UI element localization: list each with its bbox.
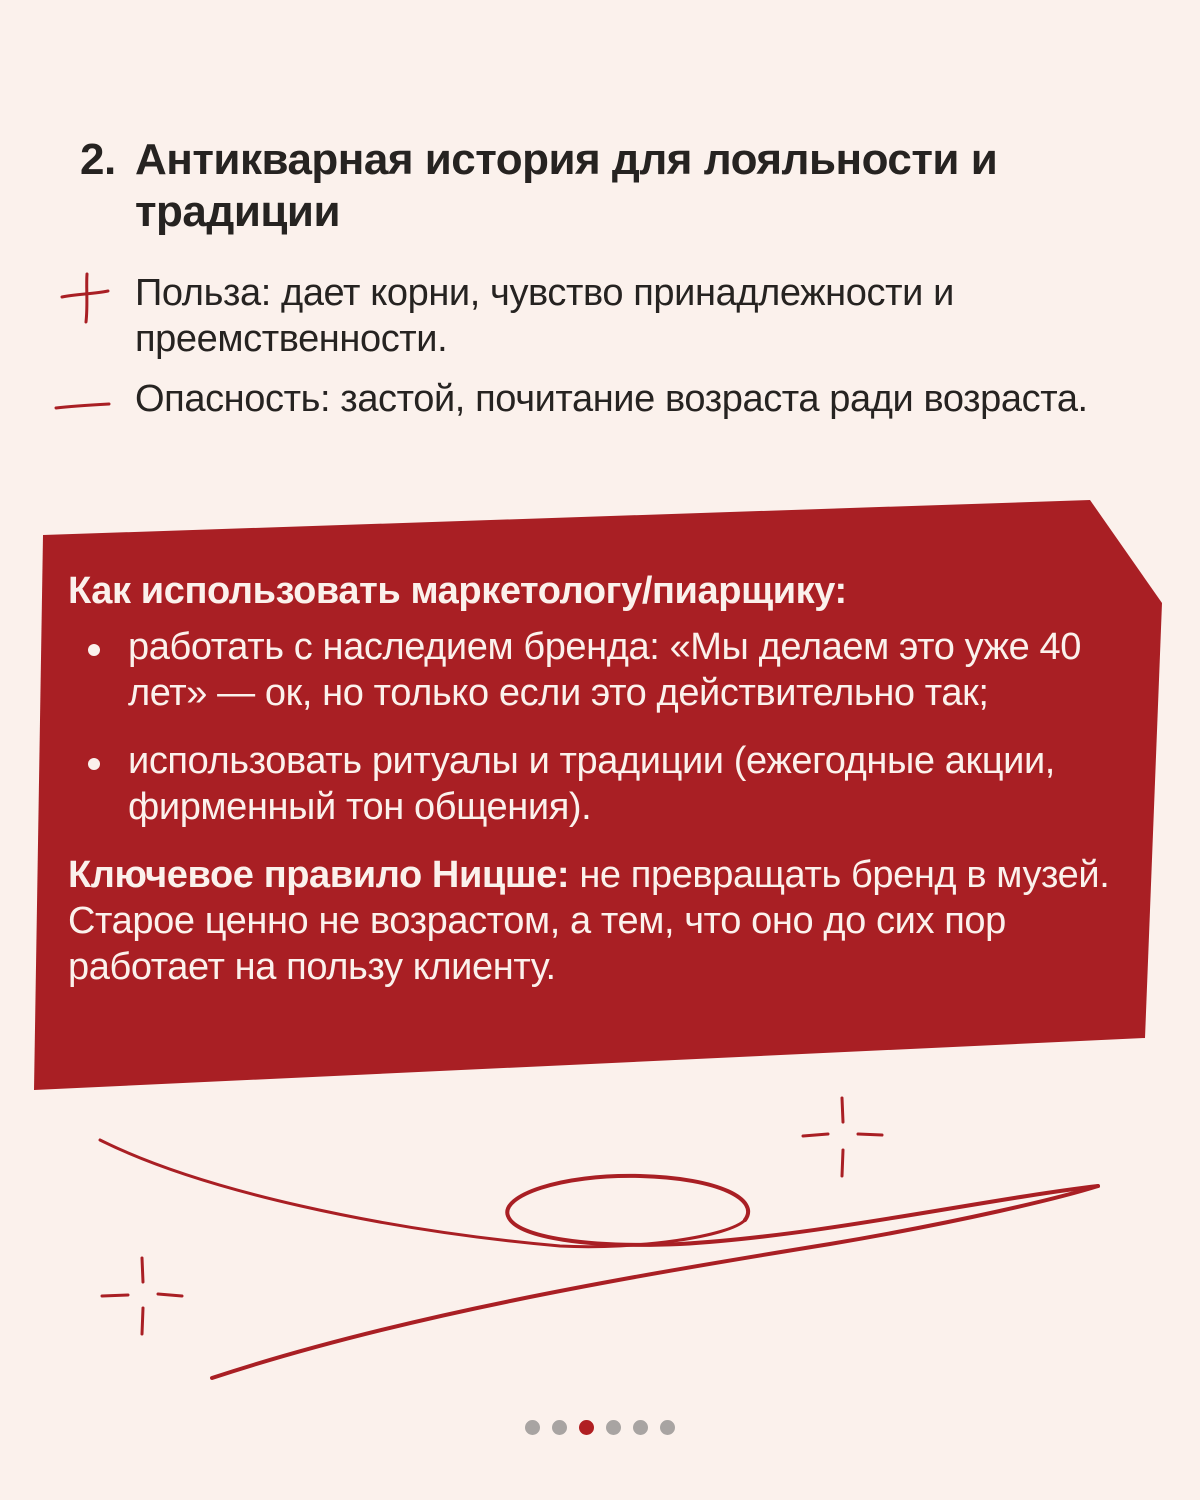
list-item-text: использовать ритуалы и традиции (ежегодные акции, фирменный тон общения). — [128, 740, 1055, 828]
swirl-line-icon — [100, 1140, 1098, 1378]
page-dot-5[interactable] — [633, 1420, 648, 1435]
page-dot-4[interactable] — [606, 1420, 621, 1435]
benefit-text: Польза: дает корни, чувство принадлежности и преемственности. — [135, 272, 954, 360]
sparkle-icon — [102, 1258, 182, 1334]
section-number: 2. — [80, 135, 116, 184]
key-rule-text: не превращать бренд в музей. Старое ценно не возрастом, а тем, что оно до сих пор работает на пользу клиенту. — [68, 854, 1110, 988]
list-item-text: работать с наследием бренда: «Мы делаем это уже 40 лет» — ок, но только если это действительно так; — [128, 626, 1082, 714]
page-dot-3[interactable] — [579, 1420, 594, 1435]
page-dot-1[interactable] — [525, 1420, 540, 1435]
section-title: Антикварная история для лояльности и традиции — [135, 135, 998, 236]
danger-text: Опасность: застой, почитание возраста ради возраста. — [135, 378, 1088, 420]
page-dot-6[interactable] — [660, 1420, 675, 1435]
key-rule-label: Ключевое правило Ницше: — [68, 854, 570, 896]
card-title: Как использовать маркетологу/пиарщику: — [68, 570, 847, 612]
sparkle-icon — [803, 1098, 882, 1176]
page-dot-2[interactable] — [552, 1420, 567, 1435]
pagination-dots — [0, 1420, 1200, 1435]
